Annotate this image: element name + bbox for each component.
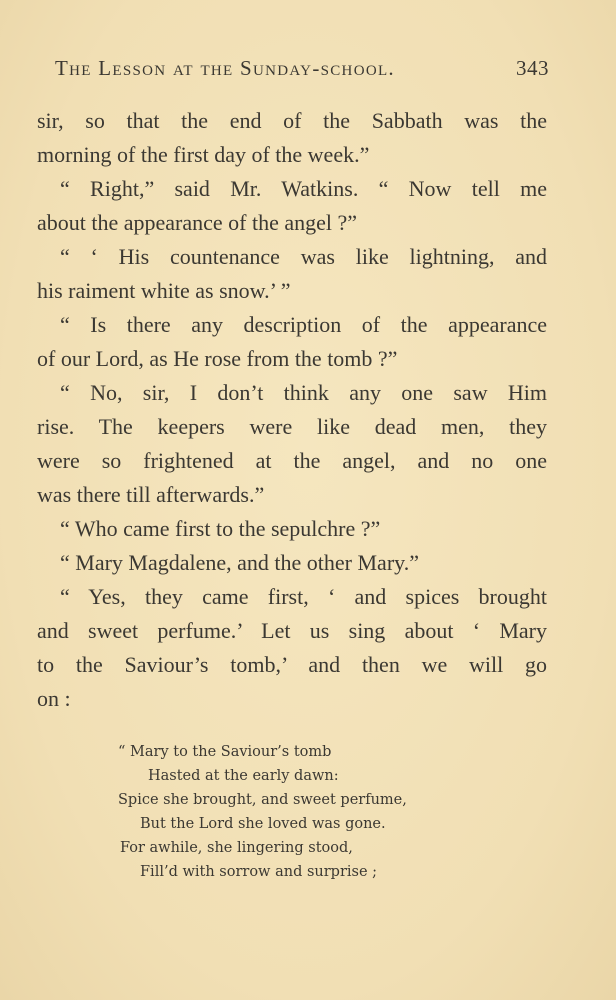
prose-line: morning of the first day of the week.” — [37, 142, 370, 167]
prose-line: about the appearance of the angel ?” — [37, 210, 358, 235]
hymn-line: “ Mary to the Saviour’s tomb — [118, 744, 332, 760]
running-title: The Lesson at the Sunday-school. — [55, 56, 395, 80]
prose-line: “ Right,” said Mr. Watkins. “ Now tell me — [60, 176, 547, 201]
hymn-line: Fill’d with sorrow and surprise ; — [140, 864, 378, 880]
prose-line: and sweet perfume.’ Let us sing about ‘ Mary — [37, 618, 547, 643]
hymn-line: For awhile, she lingering stood, — [120, 840, 353, 856]
prose-line: of our Lord, as He rose from the tomb ?” — [37, 346, 398, 371]
prose-line: were so frightened at the angel, and no one — [37, 448, 547, 473]
prose-line: “ Yes, they came first, ‘ and spices brought — [60, 584, 547, 609]
prose-line: “ Is there any description of the appearance — [60, 312, 547, 337]
prose-line: his raiment white as snow.’ ” — [37, 278, 291, 303]
prose-line: sir, so that the end of the Sabbath was the — [37, 108, 547, 133]
hymn-line: Spice she brought, and sweet perfume, — [118, 792, 407, 808]
prose-line: to the Saviour’s tomb,’ and then we will go — [37, 652, 547, 677]
hymn-line: Hasted at the early dawn: — [148, 768, 339, 784]
page-number: 343 — [516, 56, 549, 80]
prose-line: rise. The keepers were like dead men, they — [37, 414, 547, 439]
prose-line: was there till afterwards.” — [37, 482, 265, 507]
hymn-line: But the Lord she loved was gone. — [140, 816, 386, 832]
prose-line: “ No, sir, I don’t think any one saw Him — [60, 380, 547, 405]
prose-line: “ Mary Magdalene, and the other Mary.” — [60, 550, 419, 575]
prose-line: on : — [37, 686, 71, 711]
prose-line: “ Who came first to the sepulchre ?” — [60, 516, 381, 541]
prose-line: “ ‘ His countenance was like lightning, and — [60, 244, 547, 269]
